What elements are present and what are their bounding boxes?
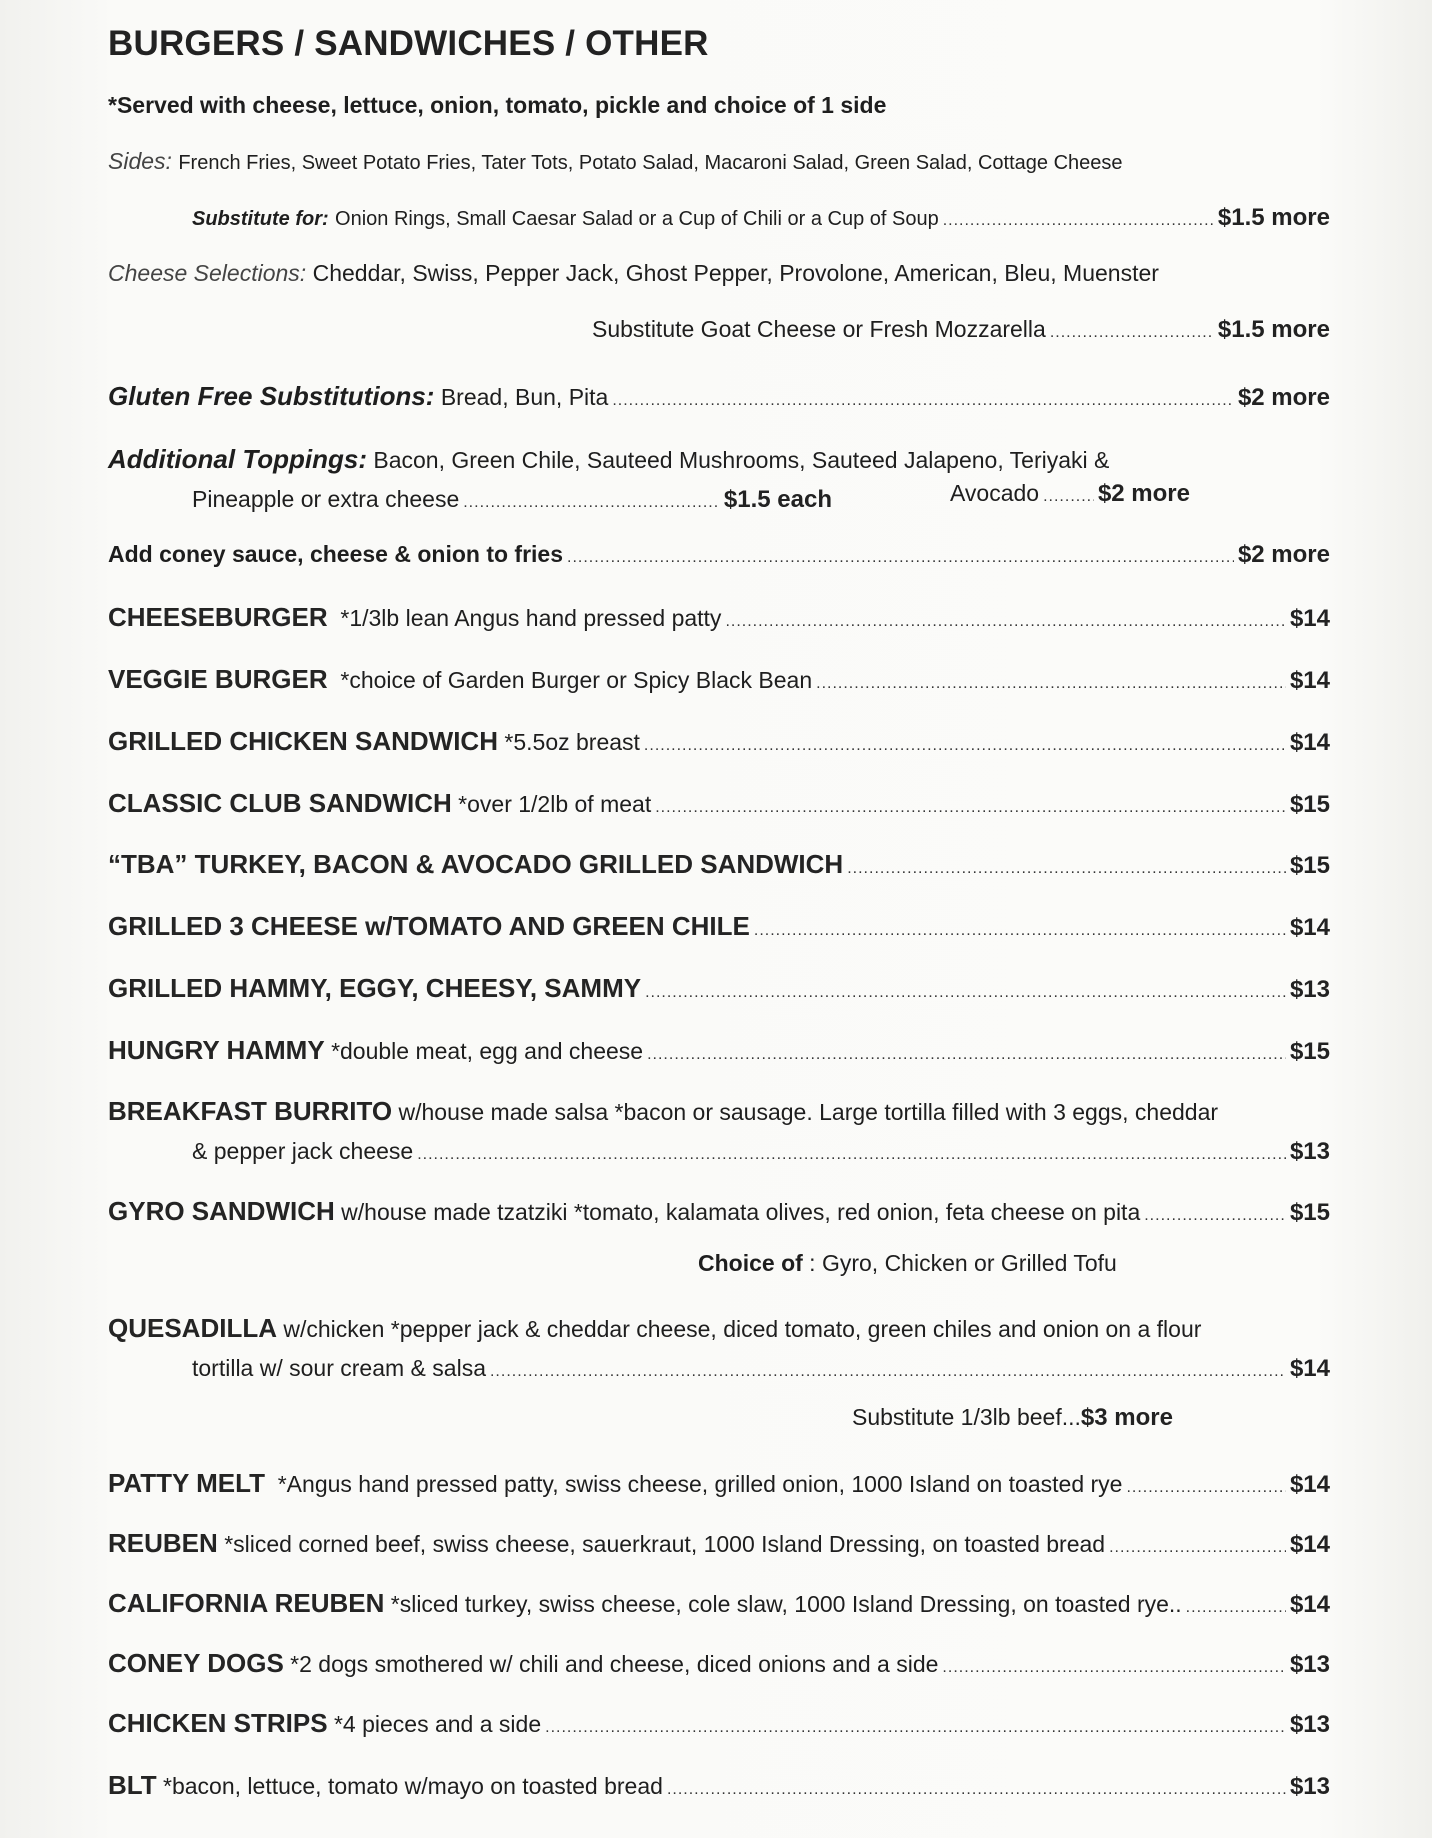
quesadilla-desc-2: tortilla w/ sour cream & salsa [192, 1355, 486, 1381]
quesadilla-name: QUESADILLA [108, 1313, 277, 1343]
leader-dots [1126, 1479, 1286, 1497]
gyro-desc: w/house made tzatziki *tomato, kalamata olives, red onion, feta cheese on pita [341, 1199, 1141, 1225]
item-price: $14 [1289, 605, 1330, 632]
leader-dots [645, 984, 1286, 1002]
leader-dots [644, 737, 1286, 755]
menu-item [108, 1648, 1330, 1682]
quesadilla-price: $14 [1289, 1355, 1330, 1382]
leader-dots [1109, 1539, 1286, 1557]
coney-fries-text: Add coney sauce, cheese & onion to fries [108, 541, 564, 567]
item-name: VEGGIE BURGER [108, 664, 328, 694]
toppings-price: $1.5 each [723, 486, 832, 513]
item-price: $15 [1289, 791, 1330, 818]
toppings-row [108, 444, 1109, 478]
item-price: $13 [1289, 1773, 1330, 1800]
item-desc: *Angus hand pressed patty, swiss cheese, grilled onion, 1000 Island on toasted rye [277, 1471, 1123, 1497]
cheese-label: Cheese Selections: [108, 260, 307, 286]
item-desc: *bacon, lettuce, tomato w/mayo on toasted bread [163, 1773, 663, 1799]
menu-item [108, 1708, 1330, 1742]
item-price: $14 [1289, 667, 1330, 694]
toppings-items-2: Pineapple or extra cheese [192, 486, 460, 512]
leader-dots [816, 675, 1286, 693]
item-price: $14 [1289, 914, 1330, 941]
coney-fries-price: $2 more [1237, 541, 1330, 568]
leader-dots [417, 1146, 1286, 1164]
leader-dots [490, 1363, 1286, 1381]
gyro-row [108, 1196, 1330, 1230]
item-name: CLASSIC CLUB SANDWICH [108, 788, 452, 818]
gluten-free-price: $2 more [1237, 384, 1330, 411]
quesadilla-sub-row [852, 1404, 1173, 1432]
item-desc: *sliced turkey, swiss cheese, cole slaw, 1000 Island Dressing, on toasted rye.. [390, 1591, 1182, 1617]
leader-dots [943, 212, 1214, 230]
avocado-label: Avocado [950, 480, 1040, 506]
gyro-choice-items: : Gyro, Chicken or Grilled Tofu [809, 1250, 1117, 1276]
item-name: CALIFORNIA REUBEN [108, 1588, 385, 1618]
burrito-desc-1: w/house made salsa *bacon or sausage. Large tortilla filled with 3 eggs, cheddar [398, 1099, 1219, 1125]
burrito-desc-2: & pepper jack cheese [192, 1138, 414, 1164]
item-price: $14 [1289, 1591, 1330, 1618]
gluten-free-items: Bread, Bun, Pita [440, 384, 609, 410]
leader-dots [545, 1719, 1286, 1737]
sides-items: French Fries, Sweet Potato Fries, Tater Tots, Potato Salad, Macaroni Salad, Green Salad, Cottage Cheese [178, 152, 1123, 174]
avocado-price: $2 more [1097, 480, 1190, 507]
item-price: $13 [1289, 1711, 1330, 1738]
substitute-row [192, 204, 1330, 238]
item-name: GRILLED HAMMY, EGGY, CHEESY, SAMMY [108, 973, 642, 1003]
quesadilla-sub-text: Substitute 1/3lb beef... [852, 1404, 1081, 1430]
menu-item [108, 911, 1330, 945]
menu-item [108, 788, 1330, 822]
page-title: BURGERS / SANDWICHES / OTHER [108, 24, 709, 63]
menu-item [108, 664, 1330, 698]
gyro-choice-label: Choice of [698, 1250, 803, 1276]
served-note [108, 92, 886, 126]
substitute-items: Onion Rings, Small Caesar Salad or a Cup of Chili or a Cup of Soup [335, 208, 939, 230]
sides-label: Sides: [108, 148, 172, 174]
menu-item [108, 1528, 1330, 1562]
item-desc: *sliced corned beef, swiss cheese, sauerkraut, 1000 Island Dressing, on toasted bread [224, 1531, 1106, 1557]
item-price: $13 [1289, 976, 1330, 1003]
item-name: CONEY DOGS [108, 1648, 284, 1678]
toppings-label: Additional Toppings: [108, 444, 367, 474]
item-name: PATTY MELT [108, 1468, 265, 1498]
leader-dots [1050, 324, 1214, 342]
item-name: CHICKEN STRIPS [108, 1708, 328, 1738]
menu-item [108, 1770, 1330, 1804]
menu-item [108, 1035, 1330, 1069]
menu-item [108, 1588, 1330, 1622]
item-desc: *4 pieces and a side [333, 1711, 542, 1737]
leader-dots [754, 922, 1286, 940]
gyro-choice-row [698, 1250, 1117, 1277]
item-price: $15 [1289, 1038, 1330, 1065]
cheese-row [108, 260, 1159, 294]
cheese-items: Cheddar, Swiss, Pepper Jack, Ghost Pepper, Provolone, American, Bleu, Muenster [312, 260, 1159, 286]
leader-dots [942, 1659, 1286, 1677]
leader-dots [463, 494, 720, 512]
quesadilla-row-1 [108, 1313, 1201, 1347]
item-desc: *double meat, egg and cheese [331, 1038, 644, 1064]
burrito-price: $13 [1289, 1138, 1330, 1165]
menu-item [108, 602, 1330, 636]
leader-dots [567, 549, 1234, 567]
menu-item [108, 1468, 1330, 1502]
leader-dots [725, 613, 1286, 631]
item-price: $14 [1289, 729, 1330, 756]
leader-dots [1144, 1207, 1286, 1225]
leader-dots [647, 1046, 1286, 1064]
menu-item [108, 726, 1330, 760]
item-desc: *over 1/2lb of meat [458, 791, 652, 817]
leader-dots [612, 392, 1234, 410]
item-desc: *5.5oz breast [504, 729, 640, 755]
item-name: HUNGRY HAMMY [108, 1035, 325, 1065]
leader-dots [1043, 488, 1094, 506]
item-name: GRILLED CHICKEN SANDWICH [108, 726, 498, 756]
coney-fries-row [108, 541, 1330, 575]
leader-dots [655, 799, 1286, 817]
menu-item [108, 849, 1330, 883]
burrito-name: BREAKFAST BURRITO [108, 1096, 393, 1126]
quesadilla-row-2 [192, 1355, 1330, 1389]
gyro-name: GYRO SANDWICH [108, 1196, 335, 1226]
leader-dots [1186, 1599, 1286, 1617]
quesadilla-desc-1: w/chicken *pepper jack & cheddar cheese, diced tomato, green chiles and onion on a flour [283, 1316, 1202, 1342]
leader-dots [667, 1781, 1286, 1799]
served-note-text: *Served with cheese, lettuce, onion, tomato, pickle and choice of 1 side [108, 92, 887, 118]
cheese-sub-row [592, 316, 1330, 350]
item-desc: *2 dogs smothered w/ chili and cheese, diced onions and a side [290, 1651, 939, 1677]
item-desc: *choice of Garden Burger or Spicy Black Bean [340, 667, 813, 693]
gyro-price: $15 [1289, 1199, 1330, 1226]
item-name: REUBEN [108, 1528, 218, 1558]
item-name: “TBA” TURKEY, BACON & AVOCADO GRILLED SANDWICH [108, 849, 844, 879]
cheese-sub-text: Substitute Goat Cheese or Fresh Mozzarella [592, 316, 1046, 342]
item-name: GRILLED 3 CHEESE w/TOMATO AND GREEN CHILE [108, 911, 750, 941]
burrito-row-2 [192, 1138, 1330, 1172]
toppings-items-1: Bacon, Green Chile, Sauteed Mushrooms, Sauteed Jalapeno, Teriyaki & [373, 447, 1110, 473]
item-price: $14 [1289, 1531, 1330, 1558]
cheese-sub-price: $1.5 more [1217, 316, 1330, 343]
item-desc: *1/3lb lean Angus hand pressed patty [340, 605, 722, 631]
leader-dots [847, 860, 1286, 878]
item-price: $13 [1289, 1651, 1330, 1678]
burrito-row-1 [108, 1096, 1218, 1130]
sides-row [108, 148, 1123, 182]
gluten-free-row [108, 381, 1330, 415]
substitute-label: Substitute for: [192, 208, 329, 230]
item-name: CHEESEBURGER [108, 602, 328, 632]
quesadilla-sub-price: $3 more [1080, 1404, 1173, 1431]
item-price: $15 [1289, 852, 1330, 879]
substitute-price: $1.5 more [1217, 204, 1330, 231]
toppings-row-2 [192, 486, 832, 514]
menu-item [108, 973, 1330, 1007]
item-price: $14 [1289, 1471, 1330, 1498]
gluten-free-label: Gluten Free Substitutions: [108, 381, 435, 411]
avocado-row [950, 480, 1190, 508]
item-name: BLT [108, 1770, 157, 1800]
